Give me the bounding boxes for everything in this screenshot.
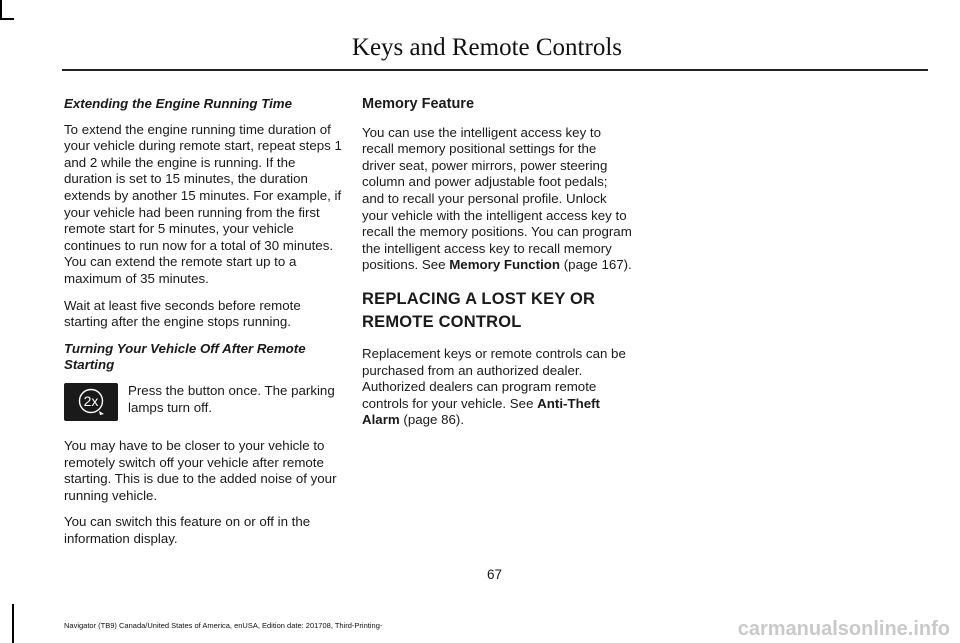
footer-edition: Navigator (TB9) Canada/United States of America, enUSA, Edition date: 201708, Third-Printing- (64, 621, 383, 630)
paragraph-memory-feature (362, 125, 632, 274)
replacement-text: Replacement keys or remote controls can be purchased from an authorized dealer. Authorized dealers can program remote controls for your vehicle. See (362, 345, 626, 411)
paragraph-replacement-keys (362, 346, 632, 429)
link-anti-theft-alarm[interactable]: Anti-Theft Alarm (362, 395, 600, 428)
paragraph-extend-duration: To extend the engine running time duration of your vehicle during remote start, repeat steps 1 and 2 while the engine is running. If the duration is set to 15 minutes, the duration extends by another 15 minutes. For example, if your vehicle had been running from the first remote start for 5 minutes, your vehicle continues to run now for a total of 30 minutes. You can extend the remote start up to a maximum of 35 minutes. (64, 121, 342, 286)
paragraph-closer-to-vehicle: You may have to be closer to your vehicle to remotely switch off your vehicle after remote starting. This is due to the added noise of your running vehicle. (64, 438, 337, 503)
right-column (362, 96, 632, 439)
link-memory-function[interactable]: Memory Function (449, 257, 561, 273)
remote-start-2x-icon (64, 383, 118, 421)
heading-line-1: REPLACING A LOST KEY OR (362, 289, 596, 308)
crop-mark-bottom-left (12, 604, 14, 643)
heading-memory-feature: Memory Feature (362, 96, 475, 112)
icon-2x-label: 2x (83, 392, 99, 409)
paragraph-wait: Wait at least five seconds before remote starting after the engine stops running. (64, 297, 301, 330)
heading-extending-engine-running-time: Extending the Engine Running Time (64, 96, 293, 111)
heading-turning-vehicle-off: Turning Your Vehicle Off After Remote Starting (64, 340, 306, 373)
memory-page-ref: (page 167). (560, 257, 632, 273)
memory-text: You can use the intelligent access key to recall memory positional settings for the driver seat, power mirrors, power steering column and power adjustable foot pedals; and to recall your personal profile. Unlock your vehicle with the intelligent access key to recall the memory positions. You can program the intelligent access key to recall memory positions. See (362, 124, 632, 273)
crop-mark-top-left (0, 0, 2, 18)
crop-mark-top-left-h (0, 18, 14, 20)
left-column (64, 96, 342, 558)
page-title: Keys and Remote Controls (351, 34, 622, 61)
watermark: carmanualsonline.info (737, 618, 950, 640)
press-button-text: Press the button once. The parking lamps turn off. (128, 382, 335, 415)
page-number: 67 (487, 567, 503, 582)
heading-line-2: REMOTE CONTROL (362, 312, 522, 331)
press-button-row (64, 383, 342, 426)
header-rule (62, 69, 928, 71)
paragraph-switch-feature: You can switch this feature on or off in the information display. (64, 514, 311, 547)
anti-theft-page-ref: (page 86). (399, 412, 465, 428)
heading-replacing-lost-key (362, 288, 632, 334)
